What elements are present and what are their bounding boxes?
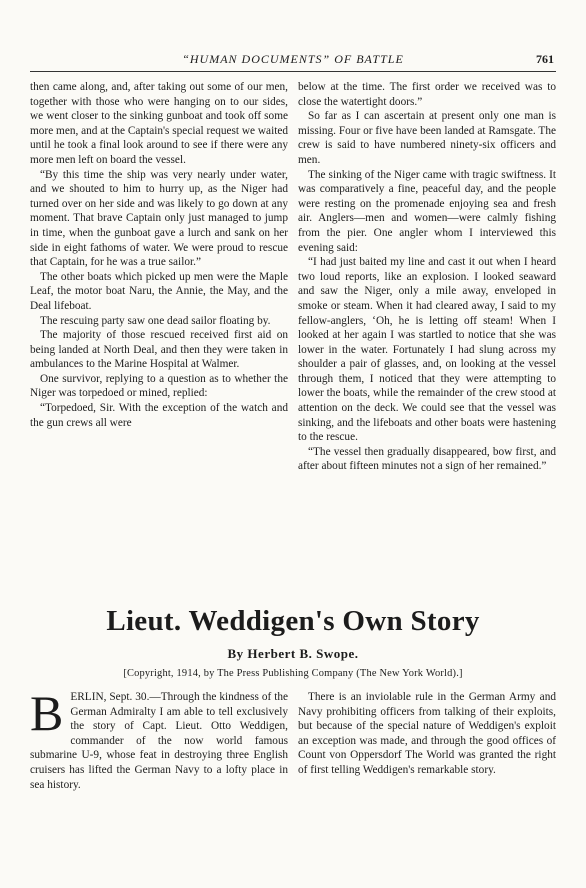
paragraph: There is an inviolable rule in the German Army and Navy prohibiting officers from talking of their exploits, but because of the special nature of Weddigen's exploit an exception was made, and through the good offices of Count von Oppersdorf The World was granted the right of first telling Weddigen's remarkable story. <box>298 691 556 776</box>
running-head <box>30 50 556 70</box>
paragraph: “The vessel then gradually disappeared, bow first, and after about fifteen minutes not a sign of her remained.” <box>298 445 556 473</box>
running-head-title: “HUMAN DOCUMENTS” OF BATTLE <box>182 52 404 66</box>
paragraph: then came along, and, after taking out some of our men, together with those who were hanging on to our sides, we went closer to the sinking gunboat and took off some more men, and at the Captain's special request we waited until he took a final look around to see if there were any more men left on board the vessel. <box>30 81 289 166</box>
article-byline: By Herbert B. Swope. <box>227 646 359 661</box>
paragraph: “By this time the ship was very nearly under water, and we shouted to him to hurry up, as the Niger had turned over on her side and was likely to go down at any moment. That brave Captain only just managed to jump in time, when the gunboat gave a lurch and sank on her side in eight fathoms of water. We were proud to rescue that Captain, for he was a true sailor.” <box>30 168 288 269</box>
top-left-column <box>30 80 288 430</box>
copyright-notice: [Copyright, 1914, by The Press Publishing Company (The New York World).] <box>123 668 463 679</box>
page-number: 761 <box>536 52 554 66</box>
article-right-column <box>298 690 556 778</box>
paragraph: ERLIN, Sept. 30.—Through the kindness of the German Admiralty I am able to tell exclusively the story of Capt. Lieut. Otto Weddigen, commander of the now world famous submarine U-9, whose feat in destroying three English cruisers has lifted the German Navy to a lofty place in sea history. <box>30 691 288 791</box>
paragraph: One survivor, replying to a question as to whether the Niger was torpedoed or mined, replied: <box>30 372 288 400</box>
paragraph: The rescuing party saw one dead sailor floating by. <box>40 314 271 327</box>
top-right-column <box>298 80 556 474</box>
paragraph: “Torpedoed, Sir. With the exception of the watch and the gun crews all were <box>30 402 288 429</box>
header-rule <box>30 71 556 72</box>
article-title: Lieut. Weddigen's Own Story <box>106 605 480 637</box>
paragraph: The other boats which picked up men were the Maple Leaf, the motor boat Naru, the Annie, the May, and the Deal lifeboat. <box>30 270 288 312</box>
paragraph: The majority of those rescued received first aid on being landed at North Deal, and then they were taken in ambulances to the Marine Hospital at Walmer. <box>30 329 288 371</box>
article-left-column <box>30 685 288 792</box>
drop-cap: B <box>30 685 64 741</box>
paragraph: The sinking of the Niger came with tragic swiftness. It was comparatively a fine, peaceful day, and the people were resting on the promenade enjoying sea and fresh air. Anglers—men and women—were calmly fishing from the pier. One angler whom I interviewed this evening said: <box>298 168 556 254</box>
paragraph: So far as I can ascertain at present only one man is missing. Four or five have been landed at Ramsgate. The crew is said to have numbered ninety-six officers and men. <box>298 110 556 166</box>
paragraph: below at the time. The first order we received was to close the watertight doors.” <box>298 81 556 108</box>
paragraph: “I had just baited my line and cast it out when I heard two loud reports, like an explosion. I looked seaward and saw the Niger, only a mile away, enveloped in smoke or steam. When it had cleared away, I said to my fellow-anglers, ‘Oh, he is letting off steam! When I looked at her again I was startled to notice that she was lower in the water. Fortunately I had slung across my shoulder a pair of glasses, and, on looking at the vessel through them, I noticed that they were attempting to lower the boats, while the remainder of the crew stood at attention on the deck. We could see that the vessel was sinking, and the lifeboats and other boats were hastening to the rescue. <box>298 256 556 444</box>
